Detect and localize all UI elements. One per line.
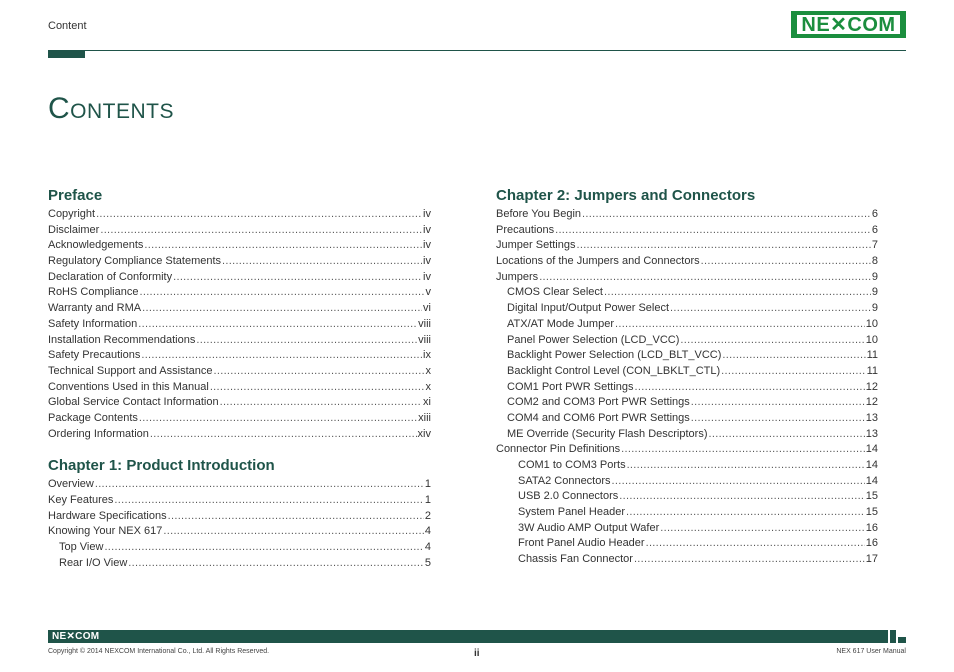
section-heading-preface: Preface <box>48 187 103 204</box>
toc-entry[interactable]: RoHS Compliance ..... v <box>48 285 431 301</box>
toc-entry-sub[interactable]: Chassis Fan Connector ..... 17 <box>496 552 878 568</box>
toc-entry[interactable]: Precautions ..... 6 <box>496 223 878 239</box>
toc-entry[interactable]: Ordering Information ..... xiv <box>48 427 431 443</box>
header-section-label: Content <box>48 20 87 32</box>
toc-entry-sub[interactable]: Digital Input/Output Power Select ..... 9 <box>496 301 878 317</box>
page-title: Contents <box>48 92 174 125</box>
nexcom-logo-text: NE✕COM <box>797 15 900 34</box>
toc-entry[interactable]: Jumpers ..... 9 <box>496 270 878 286</box>
toc-entry[interactable]: Safety Precautions ..... ix <box>48 348 431 364</box>
toc-entry-sub[interactable]: USB 2.0 Connectors ..... 15 <box>496 489 878 505</box>
toc-entry[interactable]: Key Features ..... 1 <box>48 493 431 509</box>
toc-entry[interactable]: Safety Information ..... viii <box>48 317 431 333</box>
toc-left-column <box>48 186 431 571</box>
toc-entry[interactable]: Disclaimer ..... iv <box>48 223 431 239</box>
toc-entry[interactable]: Before You Begin ..... 6 <box>496 207 878 223</box>
toc-entry[interactable]: Regulatory Compliance Statements ..... iv <box>48 254 431 270</box>
header-accent-bar <box>48 50 85 58</box>
toc-entry[interactable]: Technical Support and Assistance ..... x <box>48 364 431 380</box>
toc-entry-sub[interactable]: ME Override (Security Flash Descriptors) ..... 13 <box>496 427 878 443</box>
page-number: ii <box>474 648 480 659</box>
footer-copyright: Copyright © 2014 NEXCOM International Co., Ltd. All Rights Reserved. <box>48 648 270 655</box>
chapter2-entries <box>496 207 878 568</box>
toc-entry-sub[interactable]: Rear I/O View ..... 5 <box>48 556 431 572</box>
section-heading-chapter2: Chapter 2: Jumpers and Connectors <box>496 187 756 204</box>
toc-entry-sub[interactable]: ATX/AT Mode Jumper ..... 10 <box>496 317 878 333</box>
footer-logo: NE✕COM <box>52 631 100 642</box>
toc-entry-sub[interactable]: Front Panel Audio Header ..... 16 <box>496 536 878 552</box>
toc-entry[interactable]: Jumper Settings ..... 7 <box>496 238 878 254</box>
toc-entry-sub[interactable]: Backlight Power Selection (LCD_BLT_VCC) ..... 11 <box>496 348 878 364</box>
toc-entry-sub[interactable]: Backlight Control Level (CON_LBKLT_CTL) ..... 11 <box>496 364 878 380</box>
toc-entry[interactable]: Copyright ..... iv <box>48 207 431 223</box>
toc-entry[interactable]: Hardware Specifications ..... 2 <box>48 509 431 525</box>
preface-entries <box>48 207 431 442</box>
toc-entry-sub[interactable]: COM4 and COM6 Port PWR Settings ..... 13 <box>496 411 878 427</box>
header-rule <box>84 50 906 51</box>
toc-entry-sub[interactable]: COM1 to COM3 Ports ..... 14 <box>496 458 878 474</box>
footer-corner-block <box>898 637 906 643</box>
toc-entry[interactable]: Acknowledgements ..... iv <box>48 238 431 254</box>
toc-entry[interactable]: Package Contents ..... xiii <box>48 411 431 427</box>
toc-entry-sub[interactable]: 3W Audio AMP Output Wafer ..... 16 <box>496 521 878 537</box>
toc-entry-sub[interactable]: Panel Power Selection (LCD_VCC) ..... 10 <box>496 333 878 349</box>
section-heading-chapter1: Chapter 1: Product Introduction <box>48 457 275 475</box>
nexcom-logo <box>791 11 906 38</box>
toc-entry-sub[interactable]: SATA2 Connectors ..... 14 <box>496 474 878 490</box>
toc-entry[interactable]: Installation Recommendations ..... viii <box>48 333 431 349</box>
footer-manual-name: NEX 617 User Manual <box>836 648 906 655</box>
chapter1-entries <box>48 477 431 571</box>
toc-entry[interactable]: Overview ..... 1 <box>48 477 431 493</box>
footer-corner-block <box>890 630 896 643</box>
toc-entry-sub[interactable]: System Panel Header ..... 15 <box>496 505 878 521</box>
toc-entry[interactable]: Conventions Used in this Manual ..... x <box>48 380 431 396</box>
toc-right-column <box>496 186 878 568</box>
toc-entry-sub[interactable]: COM1 Port PWR Settings ..... 12 <box>496 380 878 396</box>
toc-entry[interactable]: Declaration of Conformity ..... iv <box>48 270 431 286</box>
footer-bar <box>48 630 888 643</box>
toc-entry[interactable]: Connector Pin Definitions ..... 14 <box>496 442 878 458</box>
toc-entry-sub[interactable]: COM2 and COM3 Port PWR Settings ..... 12 <box>496 395 878 411</box>
toc-entry[interactable]: Locations of the Jumpers and Connectors ..... 8 <box>496 254 878 270</box>
toc-entry[interactable]: Warranty and RMA ..... vi <box>48 301 431 317</box>
toc-entry-sub[interactable]: CMOS Clear Select ..... 9 <box>496 285 878 301</box>
toc-entry[interactable]: Knowing Your NEX 617 ..... 4 <box>48 524 431 540</box>
toc-entry-sub[interactable]: Top View ..... 4 <box>48 540 431 556</box>
toc-entry[interactable]: Global Service Contact Information ..... xi <box>48 395 431 411</box>
